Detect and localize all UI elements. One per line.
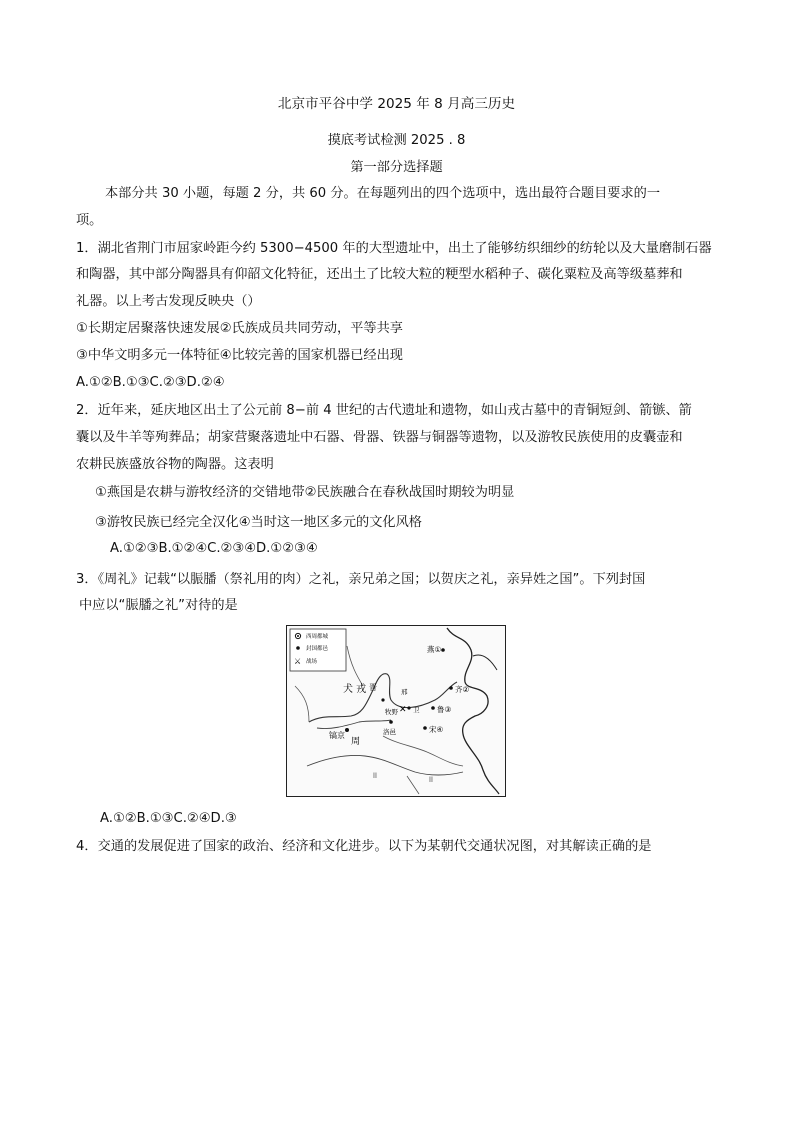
yan-dot	[441, 648, 445, 652]
muye-label: 牧野	[385, 708, 398, 716]
legend-capital-label: 西周都城	[306, 634, 329, 640]
coastline	[447, 628, 499, 794]
q3-answers: A.①②B.①③C.②④D.③	[100, 811, 237, 826]
wei-river	[317, 720, 391, 729]
luoyi-label: 洛邑	[383, 728, 396, 736]
qi-label: 齐②	[455, 685, 470, 694]
page-subtitle: 摸底考试检测 2025 . 8	[327, 133, 466, 148]
fen-river	[347, 646, 363, 686]
q3-line-2: 中应以“脤膰之礼”对待的是	[79, 598, 238, 613]
svg-text:ll: ll	[373, 772, 377, 780]
zhou-label: 周	[351, 737, 361, 747]
legend-battle-label: 战场	[306, 659, 318, 665]
page-title: 北京市平谷中学 2025 年 8 月高三历史	[277, 96, 516, 112]
luoyi-dot	[389, 720, 393, 724]
q3-line-1: 3．《周礼》记载“以脤膰（祭礼用的肉）之礼，亲兄弟之国；以贺庆之礼，亲异姓之国”。下列封国	[76, 572, 646, 587]
xing-label: 邢	[401, 688, 408, 696]
q2-line-3: 农耕民族盛放谷物的陶器。这表明	[76, 457, 274, 472]
q1-line-2: 和陶器，其中部分陶器具有仰韶文化特征，还出土了比较大粒的粳型水稻种子、碳化粟粒及高等级墓葬和	[76, 267, 683, 282]
q2-option-2: ③游牧民族已经完全汉化④当时这一地区多元的文化风格	[95, 515, 422, 530]
lu-label: 鲁③	[437, 705, 452, 714]
muye-battle-icon: ✕	[399, 705, 407, 715]
q4-line-1: 4．交通的发展促进了国家的政治、经济和文化进步。以下为某朝代交通状况图，对其解读正确的是	[76, 839, 652, 854]
lu-dot	[431, 706, 435, 710]
yan-label: 燕①	[427, 645, 442, 654]
yellow-river	[309, 674, 457, 722]
legend-city-label: 封国都邑	[306, 646, 329, 652]
q2-option-1: ①燕国是农耕与游牧经济的交错地带②民族融合在春秋战国时期较为明显	[95, 485, 515, 500]
quanrong-label: 犬 戎	[343, 684, 367, 695]
q1-answers: A.①②B.①③C.②③D.②④	[76, 375, 225, 390]
intro-line-2: 项。	[76, 213, 103, 228]
battlefield-legend-icon: ⚔	[294, 657, 302, 666]
q1-option-2: ③中华文明多元一体特征④比较完善的国家机器已经出现	[76, 348, 403, 363]
q1-line-3: 礼器。以上考古发现反映央（）	[76, 294, 261, 309]
map-svg	[287, 626, 505, 796]
q1-option-1: ①长期定居聚落快速发展②氏族成员共同劳动，平等共享	[76, 321, 403, 336]
intro-line-1: 本部分共 30 小题，每题 2 分，共 60 分。在每题列出的四个选项中，选出最符合题目要求的一	[105, 186, 661, 201]
q2-line-1: 2．近年来，延庆地区出土了公元前 8−前 4 世纪的古代遗址和遗物，如山戎古墓中的青铜短剑、箭镞、箭	[76, 403, 692, 418]
haojing-label: 镐京	[329, 731, 345, 740]
q2-line-2: 囊以及牛羊等殉葬品；胡家营聚落遗址中石器、骨器、铁器与铜器等遗物，以及游牧民族使用的皮囊壶和	[76, 430, 683, 445]
muye-dot	[407, 706, 410, 709]
section-heading: 第一部分选择题	[350, 160, 443, 175]
svg-text:ll: ll	[429, 776, 433, 784]
city-legend-icon	[296, 646, 300, 650]
jin-label: 晋	[369, 683, 377, 692]
huai-river	[383, 736, 463, 766]
q2-answers: A.①②③B.①②④C.②③④D.①②③④	[110, 541, 318, 556]
q1-line-1: 1．湖北省荆门市屈家岭距今约 5300−4500 年的大型遗址中，出土了能够纺织细纱的纺轮以及大量磨制石器	[76, 241, 712, 256]
wei-label: 卫	[413, 706, 420, 714]
qi-dot	[449, 686, 453, 690]
haojing-dot	[345, 728, 349, 732]
jin-dot	[381, 698, 384, 701]
jing-river	[295, 686, 309, 722]
western-zhou-map	[286, 625, 506, 797]
song-label: 宋④	[429, 725, 444, 734]
han-river	[307, 755, 463, 775]
peninsula	[473, 655, 497, 670]
song-dot	[423, 726, 427, 730]
